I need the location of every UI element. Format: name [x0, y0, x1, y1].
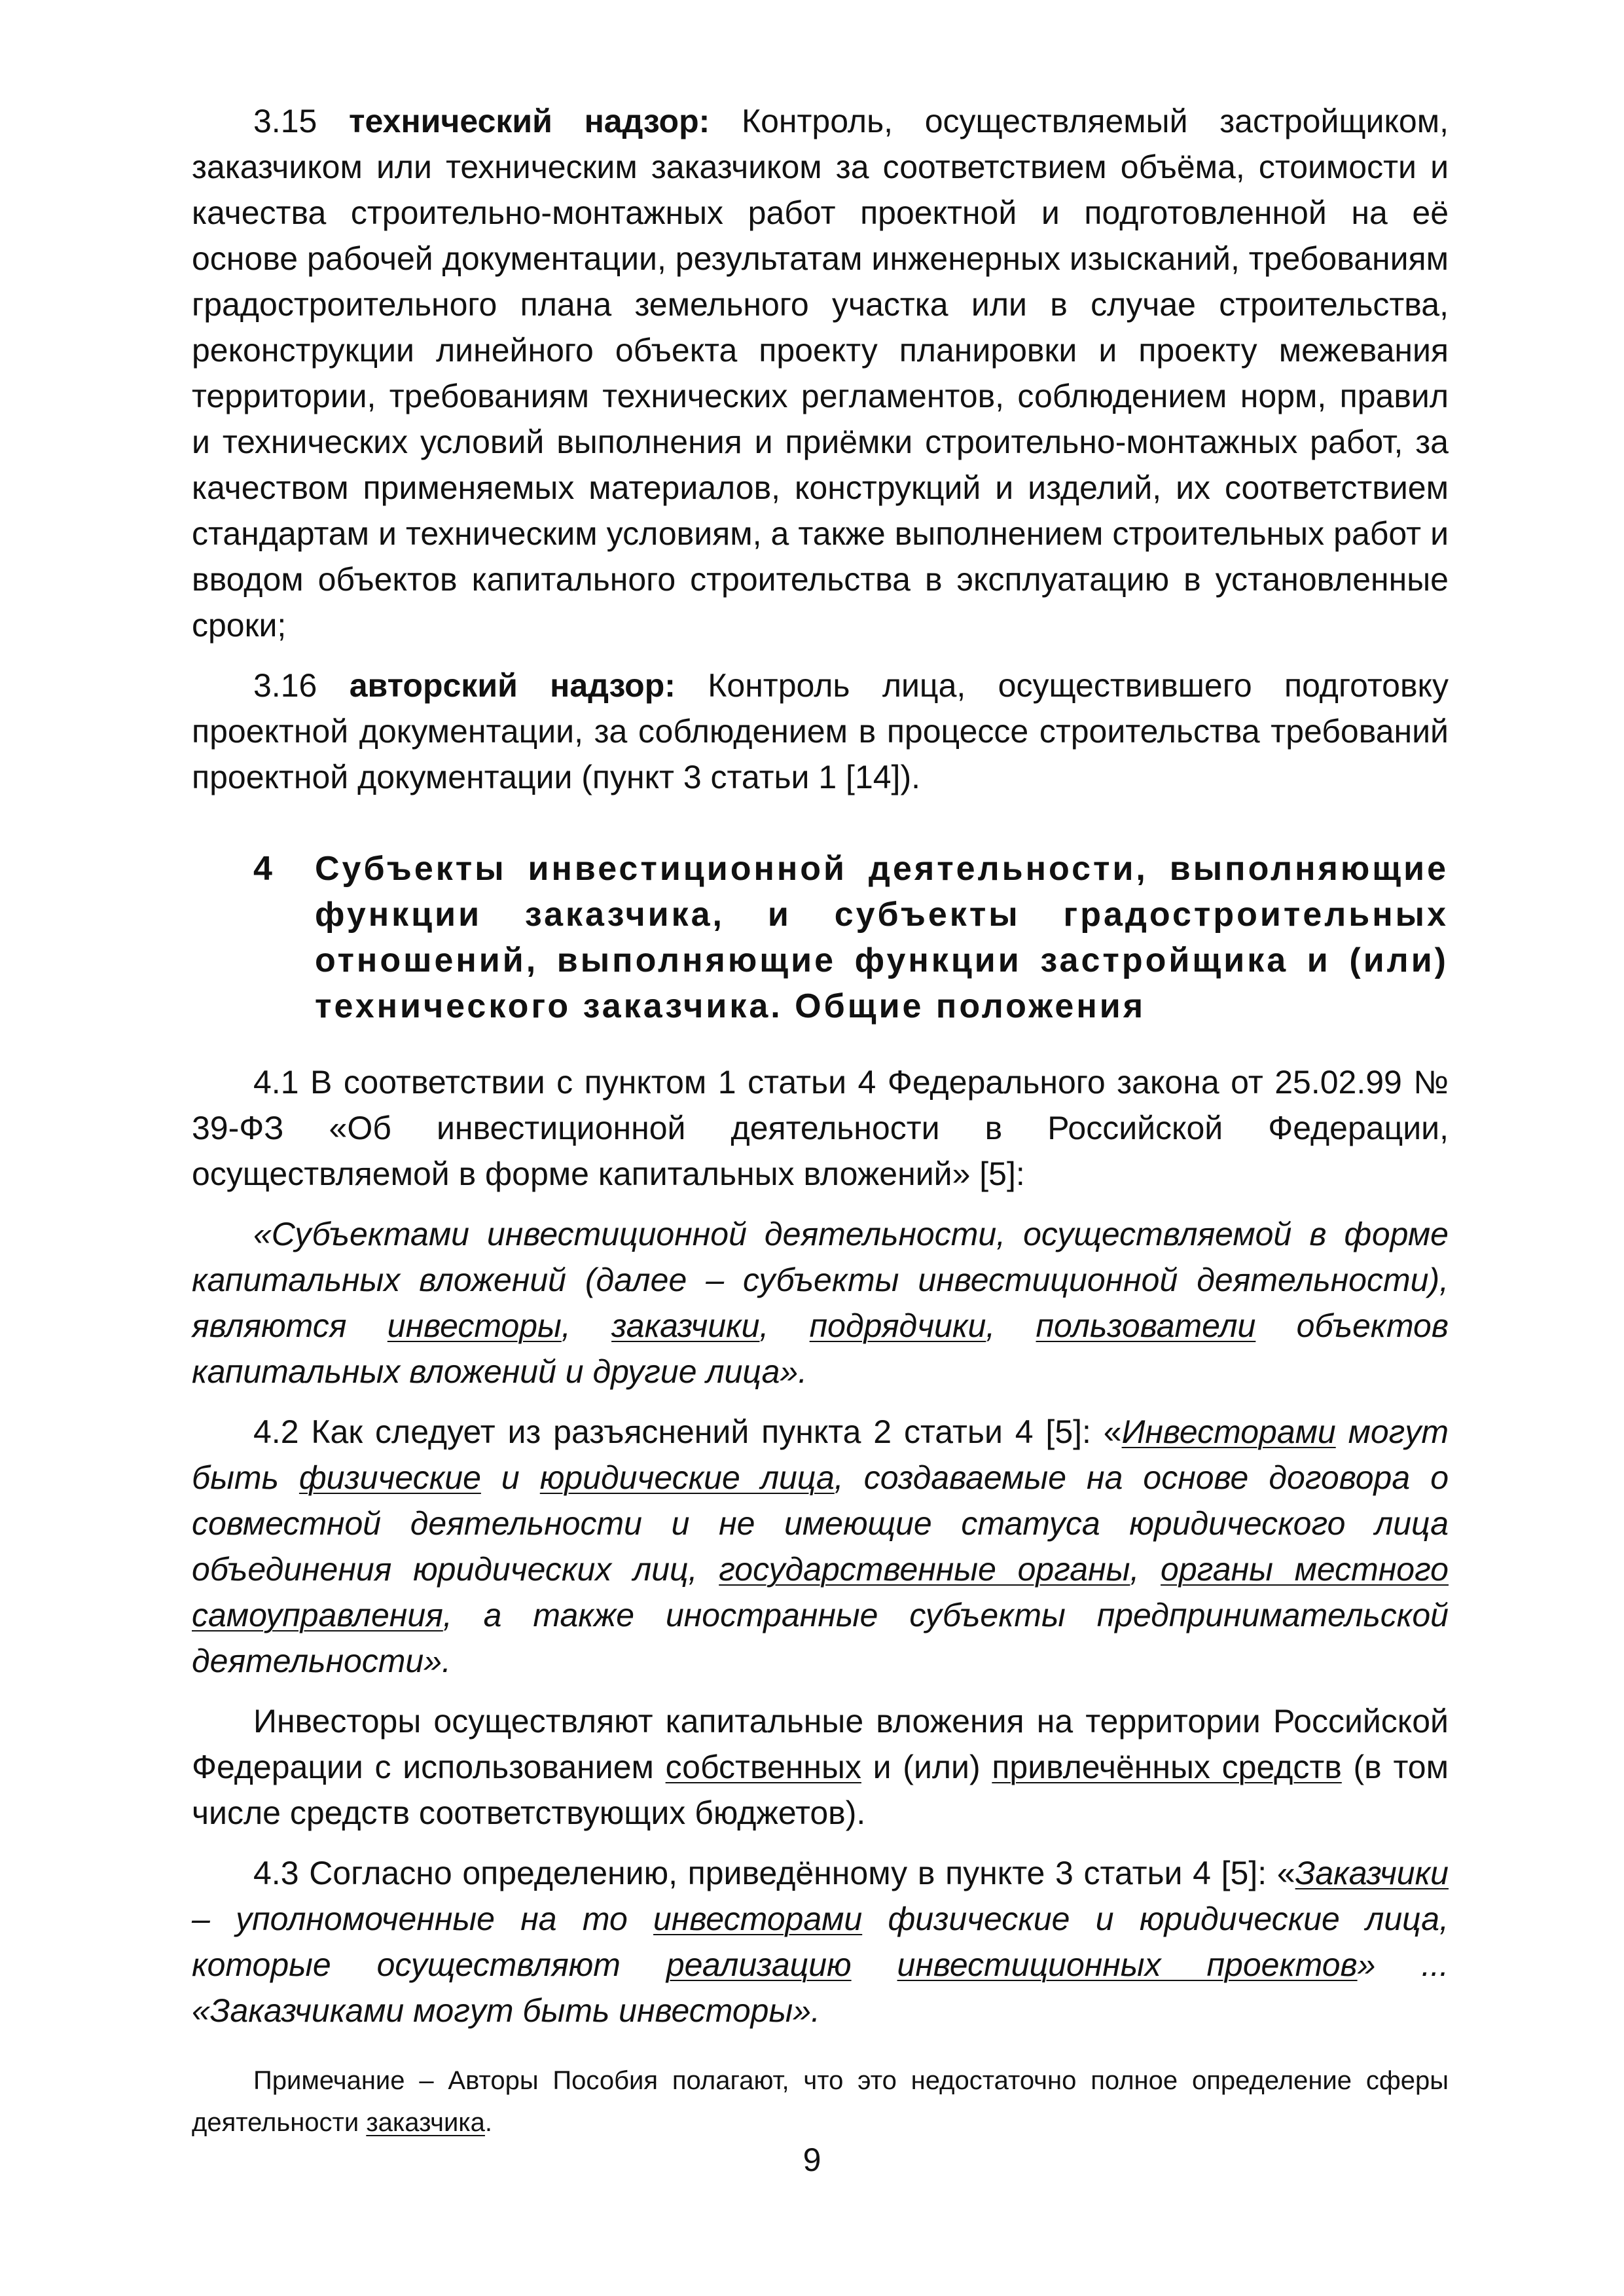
note — [192, 2060, 1449, 2143]
definition-text: Контроль лица, осуществившего подготовку проектной документации, за соблюдением в процессе строительства требований проектной документации (пункт 3 статьи 1 [14]). — [192, 667, 1449, 795]
underlined-term: реализацию — [666, 1946, 852, 1983]
underlined-term: собственных — [665, 1749, 861, 1785]
underlined-term: заказчика — [366, 2108, 485, 2137]
paragraph-3-15 — [192, 98, 1449, 648]
page-number: 9 — [803, 2141, 821, 2178]
clause-number: 3.16 — [253, 667, 317, 704]
quote-4-1 — [192, 1211, 1449, 1394]
quote-text: могут быть — [192, 1413, 1449, 1496]
underlined-term: подрядчики — [809, 1307, 986, 1344]
quote-text: – уполномоченные на то — [192, 1901, 654, 1937]
separator: , — [986, 1307, 1036, 1344]
paragraph-text: (в том числе средств соответствующих бюджетов). — [192, 1749, 1449, 1831]
term-technical-supervision: технический надзор: — [349, 103, 710, 139]
quote-text — [852, 1946, 897, 1983]
paragraph-text: и (или) — [861, 1749, 992, 1785]
underlined-term: Инвесторами — [1121, 1413, 1336, 1450]
paragraph-text: Инвесторы осуществляют капитальные вложения на территории Российской Федерации с использованием — [192, 1703, 1449, 1785]
paragraph-4-2-investors — [192, 1698, 1449, 1836]
underlined-term: заказчики — [611, 1307, 760, 1344]
quote-text: и — [480, 1459, 540, 1496]
underlined-term: физические — [298, 1459, 481, 1496]
underlined-term: государственные органы — [719, 1551, 1130, 1588]
paragraph-text: 4.2 Как следует из разъяснений пункта 2 статьи 4 [5]: « — [253, 1413, 1122, 1450]
document-page — [192, 98, 1449, 2143]
underlined-term: привлечённых средств — [992, 1749, 1342, 1785]
underlined-term: инвесторами — [653, 1901, 863, 1937]
quote-text: физические и юридические лица, которые осуществляют — [192, 1901, 1449, 1983]
note-text: Примечание – Авторы Пособия полагают, что это недостаточно полное определение сферы деятельности — [192, 2066, 1449, 2137]
section-title: Субъекты инвестиционной деятельности, выполняющие функции заказчика, и субъекты градостроительных отношений, выполняющие функции застройщика и (или) технического заказчика. Общие положения — [315, 850, 1449, 1025]
underlined-term: пользователи — [1036, 1307, 1256, 1344]
term-author-supervision: авторский надзор: — [349, 667, 676, 704]
underlined-term: Заказчики — [1295, 1855, 1449, 1891]
quote-text: «Субъектами инвестиционной деятельности, осуществляемой в форме капитальных вложений (далее – субъекты инвестиционной деятельности), являются — [192, 1216, 1449, 1344]
paragraph-text: 4.3 Согласно определению, приведённому в пункте 3 статьи 4 [5]: « — [253, 1855, 1295, 1891]
quote-text: , — [1130, 1551, 1161, 1588]
separator: , — [561, 1307, 612, 1344]
underlined-term: юридические лица — [539, 1459, 835, 1496]
paragraph-4-2 — [192, 1409, 1449, 1684]
separator: , — [759, 1307, 810, 1344]
section-4-heading — [192, 846, 1449, 1029]
paragraph-3-16 — [192, 663, 1449, 800]
section-number: 4 — [253, 850, 272, 888]
paragraph-4-1: 4.1 В соответствии с пунктом 1 статьи 4 Федерального закона от 25.02.99 № 39-ФЗ «Об инвестиционной деятельности в Российской Федерации, осуществляемой в форме капитальных вложений» [5]: — [192, 1064, 1449, 1192]
quote-text: объектов капитальных вложений и другие лица». — [192, 1307, 1449, 1390]
clause-number: 3.15 — [253, 103, 317, 139]
quote-text: » ... «Заказчиками могут быть инвесторы». — [192, 1946, 1449, 2029]
quote-text: , создаваемые на основе договора о совместной деятельности и не имеющие статуса юридического лица объединения юридических лиц, — [192, 1459, 1449, 1588]
underlined-term: органы местного самоуправления — [192, 1551, 1449, 1633]
note-text: . — [484, 2108, 493, 2137]
quote-text: , а также иностранные субъекты предпринимательской деятельности». — [192, 1597, 1449, 1679]
definition-text: Контроль, осуществляемый застройщиком, заказчиком или техническим заказчиком за соответствием объёма, стоимости и качества строительно-монтажных работ проектной и подготовленной на её основе рабочей документации, результатам инженерных изысканий, требованиям градостроительного плана земельного участка или в случае строительства, реконструкции линейного объекта проекту планировки и проекту межевания территории, требованиям технических регламентов, соблюдением норм, правил и технических условий выполнения и приёмки строительно-монтажных работ, за качеством применяемых материалов, конструкций и изделий, их соответствием стандартам и техническим условиям, а также выполнением строительных работ и вводом объектов капитального строительства в эксплуатацию в установленные сроки; — [192, 103, 1449, 644]
paragraph-4-3 — [192, 1850, 1449, 2033]
underlined-term: инвесторы — [387, 1307, 562, 1344]
underlined-term: инвестиционных проектов — [897, 1946, 1358, 1983]
